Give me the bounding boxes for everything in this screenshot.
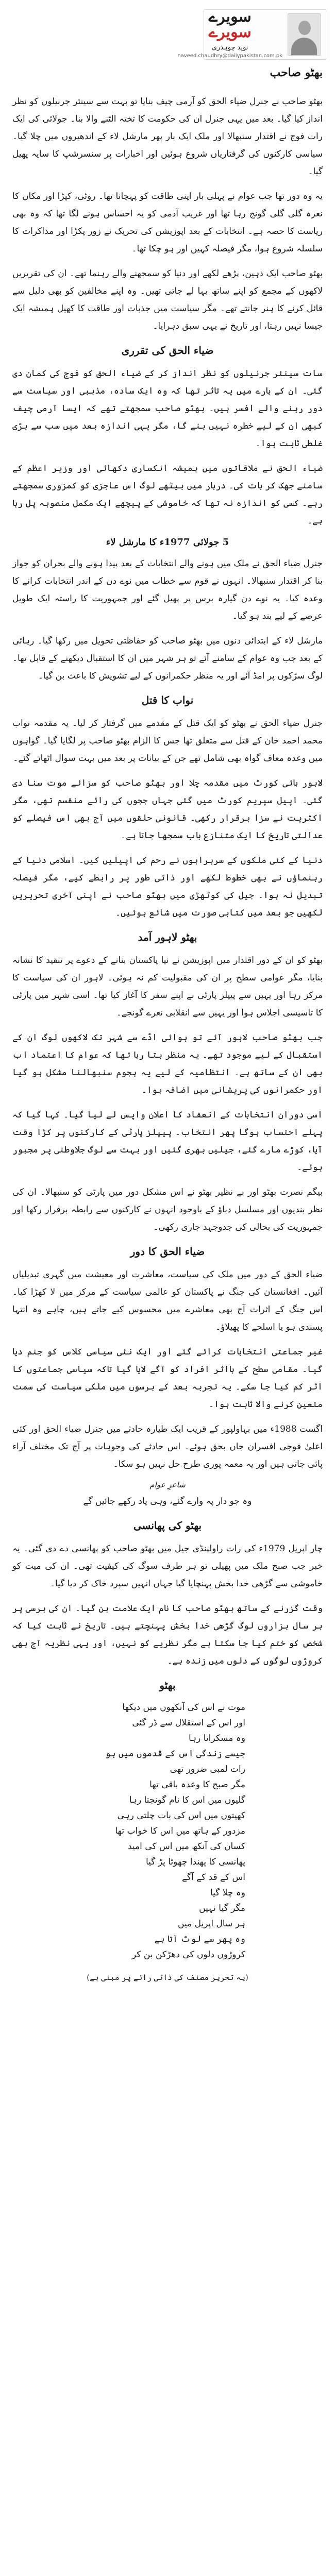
column-logo-word-a: سویرے bbox=[208, 8, 252, 26]
article-paragraph: بھٹو صاحب نے جنرل ضیاء الحق کو آرمی چیف بنایا تو بہت سے سینئر جرنیلوں کو نظر انداز کیا گیا۔ بعد میں یہی جنرل ان کی حکومت کا تختہ الٹنے والا بنا۔ جولائی کی ایک رات فوج نے اقتدار سنبھالا اور ملک ایک بار پھر مارشل لاء کے اندھیروں میں چلا گیا۔ سیاسی کارکنوں کی گرفتاریاں شروع ہوئیں اور اخبارات پر سنسرشپ کا سایہ پھیل گیا۔ bbox=[12, 96, 323, 177]
poem-line: مگر صبح کا وعدہ باقی تھا bbox=[149, 1780, 245, 1790]
poem-line: کسان کی آنکھ میں اس کی امید bbox=[128, 1841, 245, 1852]
poem-line: جیسے زندگی اس کے قدموں میں ہو bbox=[105, 1749, 245, 1759]
article-title: بھٹو صاحب bbox=[270, 66, 323, 79]
article-paragraph: مارشل لاء کے ابتدائی دنوں میں بھٹو صاحب کو حفاظتی تحویل میں رکھا گیا۔ رہائی کے بعد جب وہ عوام کے سامنے آئے تو ہر شہر میں ان کا استقبال دیکھنے کے قابل تھا۔ لوگ سڑکوں پر امڈ آئے اور یہ منظر حکمرانوں کے لیے تشویش کا باعث بن گیا۔ bbox=[12, 636, 323, 681]
poem-line: مزدور کے ہاتھ میں اس کا خواب تھا bbox=[115, 1826, 245, 1836]
poem bbox=[90, 1700, 245, 1962]
article-paragraph: اگست 1988ء میں بہاولپور کے قریب ایک طیارہ حادثے میں جنرل ضیاء الحق اور کئی اعلیٰ فوجی افسران جاں بحق ہوئے۔ اس حادثے کی وجوہات پر آج تک مختلف آراء پائی جاتی ہیں اور یہ معمہ پوری طرح حل نہیں ہو سکا۔ bbox=[12, 1424, 323, 1469]
section-heading: بھٹو لاہور آمد bbox=[138, 931, 197, 943]
poem-line: مگر گیا نہیں bbox=[199, 1903, 245, 1913]
poem-line: وہ مسکراتا رہا bbox=[188, 1733, 245, 1743]
poem-title: بھٹو bbox=[159, 1679, 176, 1691]
column-logo bbox=[177, 9, 282, 40]
section-heading: ضیاء الحق کی تقرری bbox=[121, 344, 214, 357]
poem-line: وہ چلا گیا bbox=[210, 1888, 245, 1898]
poem-line: کھیتوں میں اس کی بات چلتی رہی bbox=[117, 1810, 245, 1821]
columnist-info bbox=[177, 9, 282, 60]
article-paragraph: یہ وہ دور تھا جب عوام نے پہلی بار اپنی طاقت کو پہچانا تھا۔ روٹی، کپڑا اور مکان کا نعرہ گلی گلی گونج رہا تھا اور غریب آدمی کو یہ احساس ہونے لگا تھا کہ وہ بھی ریاست کا حصہ ہے۔ انتخابات کے بعد اپوزیشن کی تحریک نے زور پکڑا اور مذاکرات کا سلسلہ شروع ہوا، مگر فیصلہ کہیں اور ہو چکا تھا۔ bbox=[12, 191, 323, 254]
article-paragraph: جنرل ضیاء الحق نے بھٹو کو ایک قتل کے مقدمے میں گرفتار کر لیا۔ یہ مقدمہ نواب محمد احمد خان کے قتل سے متعلق تھا جس کا الزام بھٹو صاحب پر لگایا گیا۔ گواہوں میں وعدہ معاف گواہ بھی شامل تھے جن کے بیانات پر بعد میں بہت سوال اٹھائے گئے۔ bbox=[12, 718, 323, 764]
article-paragraph: ضیاء الحق کے دور میں ملک کی سیاست، معاشرت اور معیشت میں گہری تبدیلیاں آئیں۔ افغانستان کی جنگ نے پاکستان کو عالمی سیاست کے مرکز میں لا کھڑا کیا۔ اس جنگ کے اثرات آج بھی معاشرے میں محسوس کیے جاتے ہیں، چاہے وہ انتہا پسندی ہو یا اسلحے کا پھیلاؤ۔ bbox=[12, 1269, 323, 1332]
columnist-card bbox=[177, 8, 326, 60]
article-paragraph: چار اپریل 1979ء کی رات راولپنڈی جیل میں بھٹو صاحب کو پھانسی دے دی گئی۔ یہ خبر جب صبح ملک میں پھیلی تو ہر طرف سوگ کی کیفیت تھی۔ ان کی میت کو خاموشی سے گڑھی خدا بخش پہنچایا گیا جہاں انہیں سپرد خاک کر دیا گیا۔ bbox=[12, 1544, 323, 1589]
verse-couplet: وہ جو دار پہ وارے گئے، وہی یاد رکھے جائیں گے bbox=[83, 1496, 252, 1506]
article-paragraph: جنرل ضیاء الحق نے ملک میں ہونے والے انتخابات کے بعد پیدا ہونے والے بحران کو جواز بنا کر اقتدار سنبھالا۔ انہوں نے قوم سے خطاب میں نوے دن کے اندر انتخابات کرانے کا وعدہ کیا۔ یہ نوے دن گیارہ برس پر پھیل گئے اور جمہوریت کا راستہ ایک طویل عرصے کے لیے بند ہو گیا۔ bbox=[12, 558, 323, 621]
poem-line: ہر سال اپریل میں bbox=[178, 1919, 245, 1929]
poem-line: اور اس کے استقلال سے ڈر گئی bbox=[132, 1718, 245, 1728]
article-paragraph: لاہور ہائی کورٹ میں مقدمہ چلا اور بھٹو صاحب کو سزائے موت سنا دی گئی۔ اپیل سپریم کورٹ میں گئی جہاں ججوں کی رائے منقسم تھی، مگر اکثریت نے سزا برقرار رکھی۔ قانونی حلقوں میں آج بھی اس فیصلے کو عدالتی تاریخ کا ایک متنازع باب سمجھا جاتا ہے۔ bbox=[12, 778, 323, 841]
article-paragraph: ضیاء الحق نے ملاقاتوں میں ہمیشہ انکساری دکھائی اور وزیر اعظم کے سامنے جھک کر بات کی۔ دربار میں بیٹھے لوگ اس عاجزی کو کمزوری سمجھتے رہے۔ کسی کو اندازہ نہ تھا کہ خاموشی کے پیچھے ایک مکمل منصوبہ پل رہا ہے۔ bbox=[12, 463, 323, 526]
article-paragraph: اسی دوران انتخابات کے انعقاد کا اعلان واپس لے لیا گیا۔ کہا گیا کہ پہلے احتساب ہوگا پھر انتخاب۔ پیپلز پارٹی کے کارکنوں پر کڑا وقت آیا، کوڑے مارے گئے، جیلیں بھری گئیں اور بہت سے لوگ جلاوطنی پر مجبور ہوئے۔ bbox=[12, 1110, 323, 1173]
section-heading: بھٹو کی پھانسی bbox=[133, 1519, 202, 1532]
article-paragraph: بیگم نصرت بھٹو اور بے نظیر بھٹو نے اس مشکل دور میں پارٹی کو سنبھالا۔ ان کی نظر بندیوں اور مسلسل دباؤ کے باوجود انہوں نے کارکنوں سے رابطہ برقرار رکھا اور جمہوریت کی بحالی کی جدوجہد جاری رکھی۔ bbox=[12, 1187, 323, 1232]
article-paragraph: جب بھٹو صاحب لاہور آئے تو ہوائی اڈے سے شہر تک لاکھوں لوگ ان کے استقبال کے لیے موجود تھے۔ یہ منظر بتا رہا تھا کہ عوام کا اعتماد اب بھی ان کے ساتھ ہے۔ انتظامیہ کے لیے یہ ہجوم سنبھالنا مشکل ہو گیا اور حکمرانوں کی پریشانی میں اضافہ ہوا۔ bbox=[12, 1032, 323, 1095]
article-footnote: (یہ تحریر مصنف کی ذاتی رائے پر مبنی ہے) bbox=[87, 1973, 248, 1982]
article-paragraph: دنیا کے کئی ملکوں کے سربراہوں نے رحم کی اپیلیں کیں۔ اسلامی دنیا کے رہنماؤں نے بھی خطوط لکھے اور ذاتی طور پر رابطے کیے، مگر فیصلہ تبدیل نہ ہوا۔ جیل کی کوٹھڑی میں بھٹو صاحب نے اپنی آخری تحریریں لکھیں جو بعد میں کتابی صورت میں شائع ہوئیں۔ bbox=[12, 855, 323, 918]
poem-line: پھانسی کا پھندا چھوٹا پڑ گیا bbox=[145, 1857, 245, 1867]
article-paragraph: سات سینئر جرنیلوں کو نظر انداز کر کے ضیاء الحق کو فوج کی کمان دی گئی۔ ان کے بارے میں یہ تاثر تھا کہ وہ ایک سادہ، مذہبی اور سیاست سے دور رہنے والے افسر ہیں۔ بھٹو صاحب سمجھتے تھے کہ ایسا آرمی چیف کبھی ان کے لیے خطرہ نہیں بنے گا، مگر یہی اندازہ بعد میں سب سے بڑی غلطی ثابت ہوا۔ bbox=[12, 368, 323, 449]
article-paragraph: بھٹو صاحب ایک ذہین، پڑھے لکھے اور دنیا کو سمجھنے والے رہنما تھے۔ ان کی تقریریں لاکھوں کے مجمع کو اپنے ساتھ بہا لے جاتی تھیں۔ وہ اپنے مخالفین کو بھی دلیل سے قائل کرنے کا ہنر جانتے تھے۔ مگر سیاست میں جذبات اور طاقت کا کھیل ہمیشہ ایک جیسا نہیں رہتا، اور تاریخ نے یہی سبق دہرایا۔ bbox=[12, 268, 323, 331]
column-header bbox=[0, 0, 335, 93]
column-logo-word-b: سویرے bbox=[208, 23, 252, 41]
verse-attribution: شاعرِ عوام bbox=[149, 1480, 186, 1489]
poem-line: گلیوں میں اس کا نام گونجتا رہا bbox=[129, 1795, 245, 1805]
poem-line: اس کے قد کے آگے bbox=[181, 1872, 245, 1883]
poem-line: رات لمبی ضرور تھی bbox=[170, 1764, 245, 1774]
article-paragraph: غیر جماعتی انتخابات کرائے گئے اور ایک نئی سیاسی کلاس کو جنم دیا گیا۔ مقامی سطح کے بااثر افراد کو آگے لایا گیا تاکہ سیاسی جماعتوں کا اثر کم کیا جا سکے۔ یہ تجربہ بعد کے برسوں میں ملکی سیاست کی سمت متعین کرنے والا ثابت ہوا۔ bbox=[12, 1347, 323, 1410]
author-name: نوید چوہدری bbox=[211, 44, 248, 52]
section-heading: نواب کا قتل bbox=[141, 694, 194, 706]
poem-line: کروڑوں دلوں کی دھڑکن بن کر bbox=[132, 1950, 245, 1960]
poem-line: وہ پھر سے لوٹ آتا ہے bbox=[154, 1934, 245, 1944]
author-portrait bbox=[288, 13, 321, 56]
section-heading: ضیاء الحق کا دور bbox=[130, 1245, 205, 1258]
article-body bbox=[0, 93, 335, 1982]
article-paragraph: بھٹو کو ان کے دور اقتدار میں اپوزیشن نے نیا پاکستان بنانے کے دعوے پر تنقید کا نشانہ بنایا، مگر عوامی سطح پر ان کی مقبولیت کم نہ ہوئی۔ لاہور ان کی سیاست کا مرکز رہا اور یہیں سے پیپلز پارٹی نے اپنے سفر کا آغاز کیا تھا۔ اسی شہر میں پارٹی کا تاسیسی اجلاس ہوا اور یہیں سے انقلابی نعرے گونجے۔ bbox=[12, 955, 323, 1018]
section-heading: 5 جولائی 1977ء کا مارشل لاء bbox=[106, 537, 229, 548]
poem-line: موت نے اس کی آنکھوں میں دیکھا bbox=[122, 1702, 245, 1713]
article-paragraph: وقت گزرنے کے ساتھ بھٹو صاحب کا نام ایک علامت بن گیا۔ ان کی برسی پر ہر سال ہزاروں لوگ گڑھی خدا بخش پہنچتے ہیں۔ تاریخ نے ثابت کیا کہ شخص کو ختم کیا جا سکتا ہے مگر نظریے کو نہیں، اور یہی نظریہ آج بھی کروڑوں لوگوں کے دلوں میں زندہ ہے۔ bbox=[12, 1603, 323, 1666]
author-email: naveed.chaudhry@dailypakistan.com.pk bbox=[177, 53, 282, 59]
